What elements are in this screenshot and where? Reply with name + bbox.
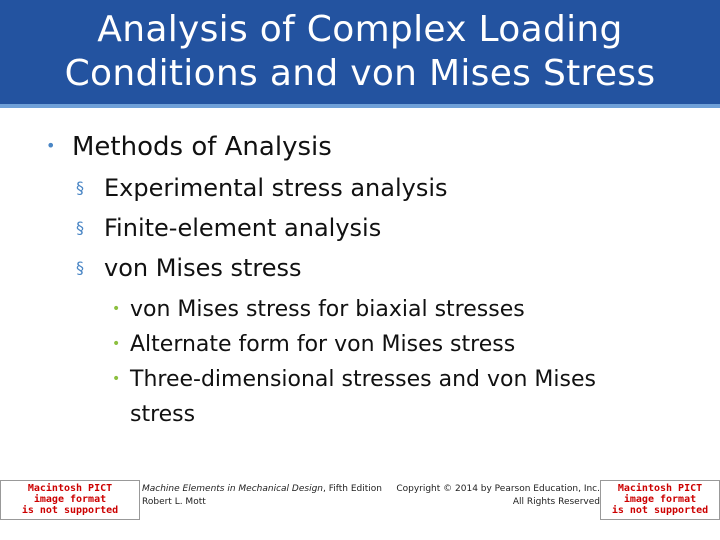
placeholder-text: Macintosh PICT bbox=[617, 483, 703, 494]
sub-sub-bullet-text: von Mises stress for biaxial stresses bbox=[130, 297, 525, 322]
slide-title-line-1: Analysis of Complex Loading bbox=[97, 9, 623, 50]
sub-sub-bullet-text: Three-dimensional stresses and von Mises stress bbox=[130, 367, 596, 427]
sub-sub-bullet-text: Alternate form for von Mises stress bbox=[130, 332, 516, 357]
section-sign-icon: § bbox=[76, 178, 84, 197]
footer-copyright bbox=[380, 483, 600, 509]
section-sign-icon: § bbox=[76, 258, 84, 277]
placeholder-text: is not supported bbox=[611, 505, 709, 516]
bullet-dot-icon: • bbox=[112, 371, 121, 387]
title-divider bbox=[0, 104, 720, 108]
bullet-text: Methods of Analysis bbox=[72, 132, 332, 162]
title-bar bbox=[0, 0, 720, 104]
sub-bullet-text: Experimental stress analysis bbox=[104, 174, 448, 202]
placeholder-text: image format bbox=[33, 494, 107, 505]
footer-book-info bbox=[142, 483, 382, 509]
bullet-dot-icon: • bbox=[112, 301, 121, 317]
unsupported-image-placeholder-right bbox=[600, 480, 720, 520]
sub-bullet-von-mises bbox=[76, 254, 302, 282]
bullet-dot-icon: • bbox=[112, 336, 121, 352]
sub-sub-bullet-three-dimensional bbox=[112, 362, 612, 432]
slide-title-line-2: Conditions and von Mises Stress bbox=[64, 53, 656, 94]
unsupported-image-placeholder-left bbox=[0, 480, 140, 520]
placeholder-text: Macintosh PICT bbox=[27, 483, 113, 494]
sub-sub-bullet-biaxial bbox=[112, 292, 632, 327]
section-sign-icon: § bbox=[76, 218, 84, 237]
sub-bullet-finite-element bbox=[76, 214, 381, 242]
placeholder-text: image format bbox=[623, 494, 697, 505]
bullet-methods-of-analysis bbox=[46, 132, 332, 162]
sub-bullet-text: von Mises stress bbox=[104, 254, 302, 282]
book-edition: , Fifth Edition bbox=[322, 484, 382, 494]
sub-sub-bullet-alternate-form bbox=[112, 327, 632, 362]
copyright-text: Copyright © 2014 by Pearson Education, Inc. bbox=[396, 484, 600, 494]
slide-footer bbox=[0, 478, 720, 540]
sub-bullet-text: Finite-element analysis bbox=[104, 214, 382, 242]
bullet-dot-icon: • bbox=[46, 136, 56, 155]
placeholder-text: is not supported bbox=[21, 505, 119, 516]
rights-text: All Rights Reserved bbox=[512, 497, 600, 507]
book-title: Machine Elements in Mechanical Design bbox=[142, 484, 323, 494]
sub-bullet-experimental bbox=[76, 174, 448, 202]
book-author: Robert L. Mott bbox=[142, 497, 206, 507]
